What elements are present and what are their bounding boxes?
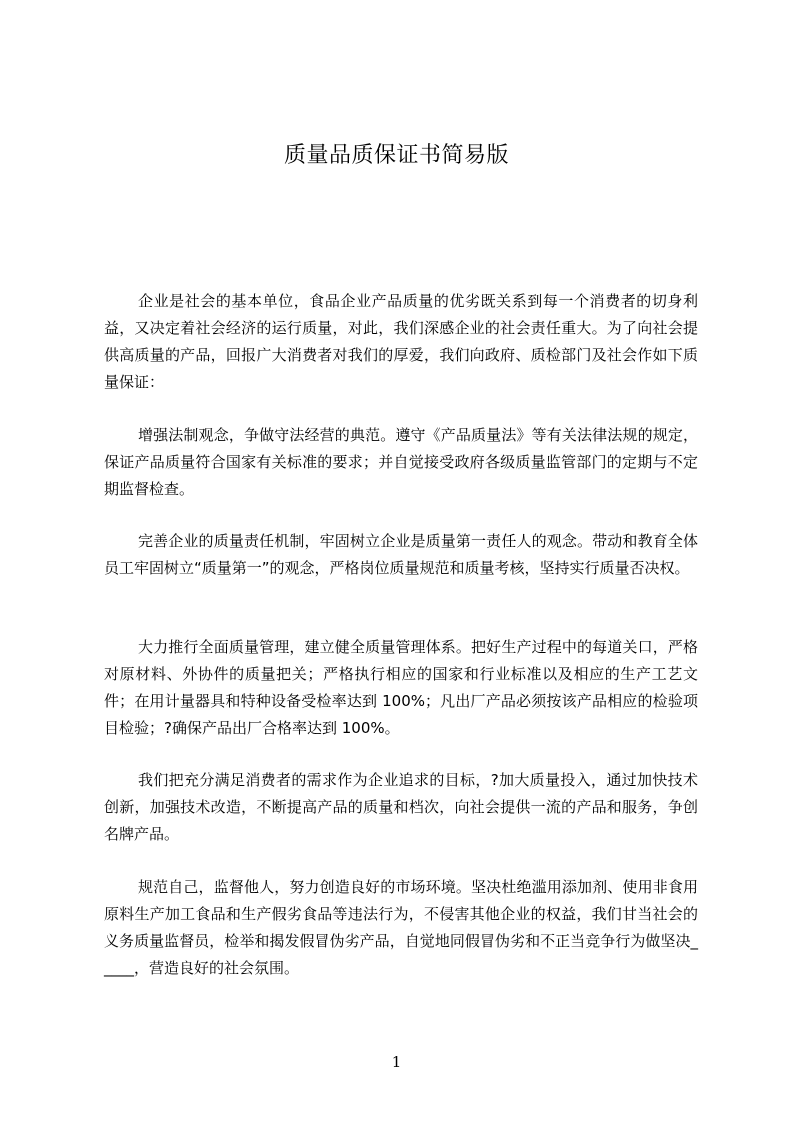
paragraph-quality-management: 大力推行全面质量管理，建立健全质量管理体系。把好生产过程中的每道关口，严格对原材料、外协件的质量把关；严格执行相应的国家和行业标准以及相应的生产工艺文件；在用计量器具和特种设备受检率达到 100%；凡出厂产品必须按该产品相应的检验项目检验；?确保产品出厂合格率达到 100%。	[104, 638, 698, 737]
paragraph-consumer-needs: 我们把充分满足消费者的需求作为企业追求的目标，?加大质量投入，通过加快技术创新，加强技术改造，不断提高产品的质量和档次，向社会提供一流的产品和服务，争创名牌产品。	[104, 771, 698, 843]
paragraph-intro: 企业是社会的基本单位，食品企业产品质量的优劣既关系到每一个消费者的切身利益，又决定着社会经济的运行质量，对此，我们深感企业的社会责任重大。为了向社会提供高质量的产品，回报广大消费者对我们的厚爱，我们向政府、质检部门及社会作如下质量保证：	[104, 292, 698, 391]
paragraph-legal-compliance: 增强法制观念，争做守法经营的典范。遵守《产品质量法》等有关法律法规的规定，保证产品质量符合国家有关标准的要求；并自觉接受政府各级质量监管部门的定期与不定期监督检查。	[104, 426, 698, 498]
page-number: 1	[391, 1053, 402, 1071]
paragraph-responsibility-mechanism: 完善企业的质量责任机制，牢固树立企业是质量第一责任人的观念。带动和教育全体员工牢固树立“质量第一”的观念，严格岗位质量规范和质量考核，坚持实行质量否决权。	[104, 532, 698, 577]
paragraph-market-environment: 规范自己，监督他人，努力创造良好的市场环境。坚决杜绝滥用添加剂、使用非食用原料生产加工食品和生产假劣食品等违法行为，不侵害其他企业的权益，我们甘当社会的义务质量监督员，检举和揭发假冒伪劣产品，自觉地同假冒伪劣和不正当竞争行为做坚决_____，营造良好的社会氛围。	[104, 878, 698, 977]
document-title: 质量品质保证书简易版	[283, 143, 509, 168]
